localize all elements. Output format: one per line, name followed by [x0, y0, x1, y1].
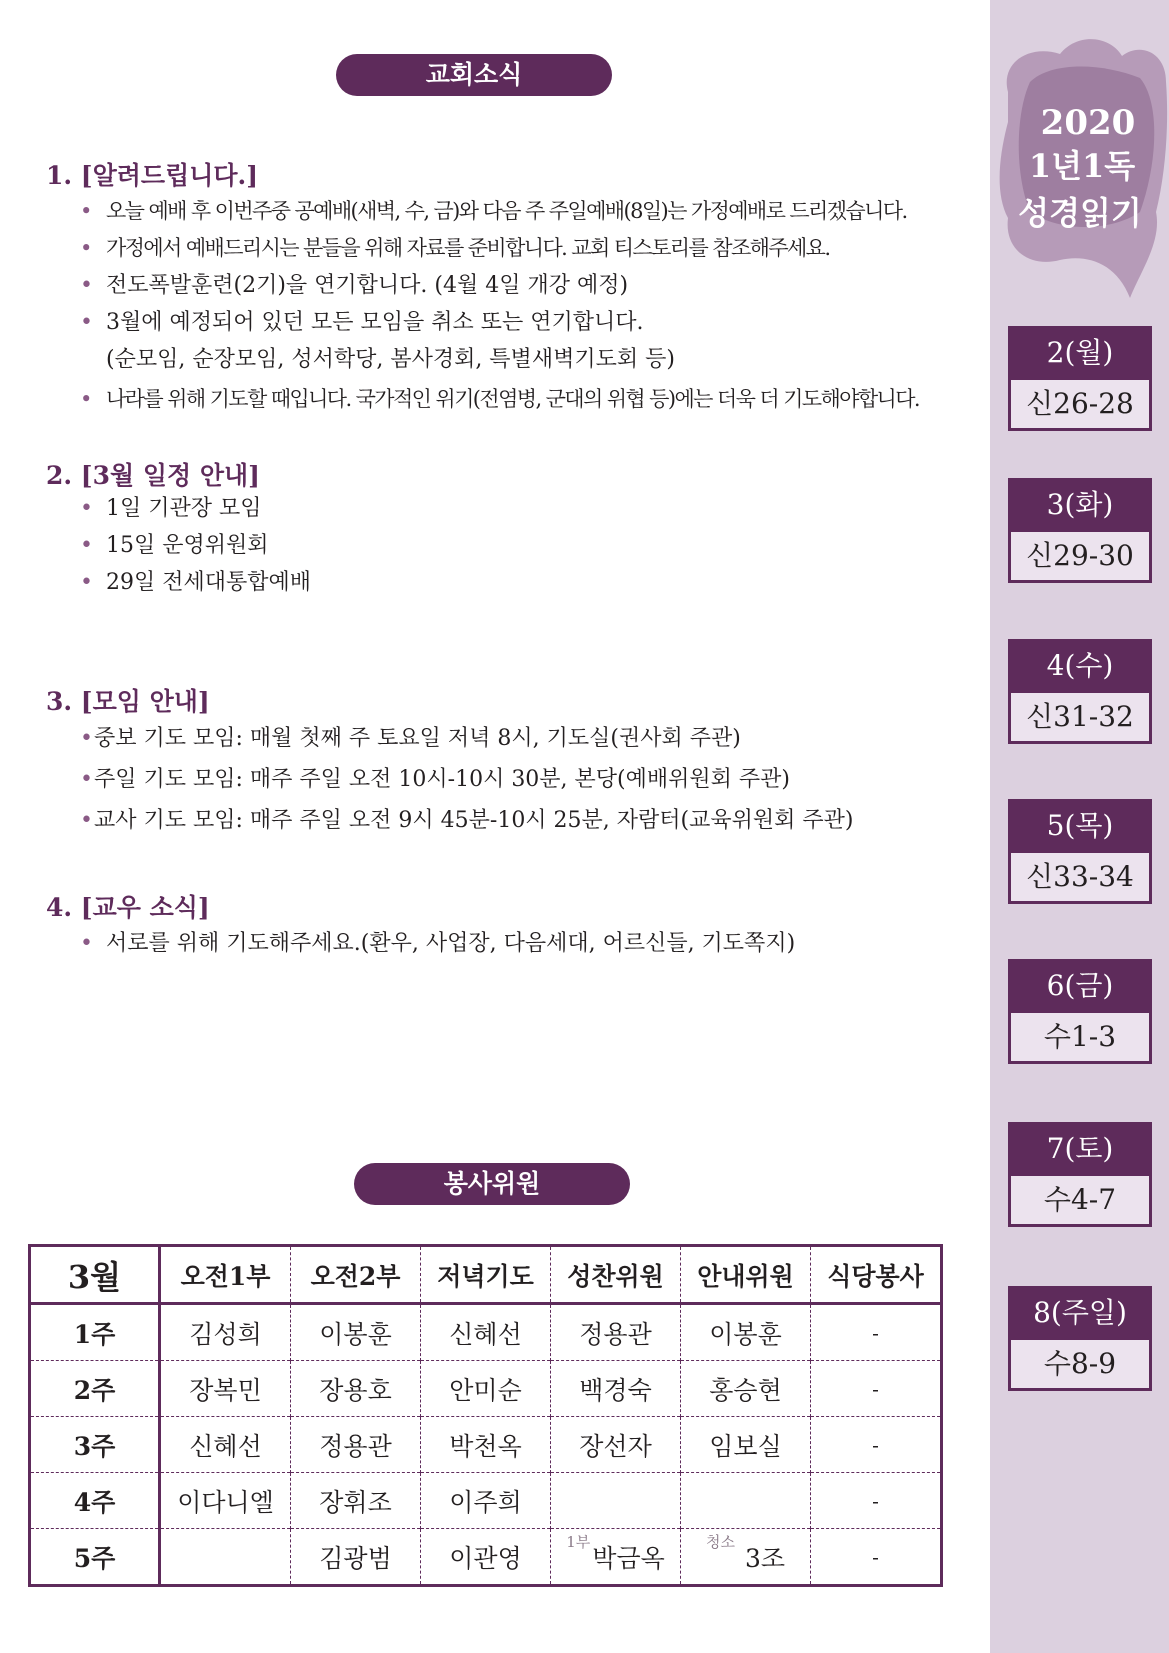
reading-label: 신33-34	[1008, 853, 1152, 904]
list-item	[80, 304, 919, 378]
table-cell: 이봉훈	[681, 1304, 811, 1361]
reading-day-3	[1008, 478, 1152, 583]
day-label: 5(목)	[1008, 799, 1152, 853]
cell-value: 박금옥	[592, 1543, 665, 1573]
list-item: • 나라를 위해 기도할 때입니다. 국가적인 위기(전염병, 군대의 위협 등)에는 더욱 더 기도해야합니다.	[80, 381, 919, 418]
table-header-row	[30, 1246, 942, 1304]
table-row	[30, 1417, 942, 1473]
day-label: 7(토)	[1008, 1122, 1152, 1176]
week-cell: 1주	[30, 1304, 160, 1361]
table-cell: -	[811, 1529, 942, 1586]
section-title-meetings: 3. [모임 안내]	[46, 687, 210, 716]
table-cell: 신혜선	[160, 1417, 291, 1473]
week-cell: 3주	[30, 1417, 160, 1473]
reading-label: 수1-3	[1008, 1013, 1152, 1064]
news-title-banner: 교회소식	[336, 54, 612, 96]
list-item: • 서로를 위해 기도해주세요.(환우, 사업장, 다음세대, 어르신들, 기도쪽지)	[80, 925, 795, 962]
service-schedule-table	[28, 1244, 943, 1587]
cell-prefix: 청소	[706, 1533, 735, 1552]
table-cell: 김광범	[291, 1529, 421, 1586]
table-cell: 장복민	[160, 1361, 291, 1417]
list-item: • 주일 기도 모임: 매주 주일 오전 10시-10시 30분, 본당(예배위원회 주관)	[80, 759, 853, 800]
reading-label: 신29-30	[1008, 532, 1152, 583]
logo-year: 2020	[1040, 103, 1136, 143]
table-cell: 임보실	[681, 1417, 811, 1473]
day-label: 6(금)	[1008, 959, 1152, 1013]
list-item: • 1일 기관장 모임	[80, 490, 311, 527]
list-item: • 가정에서 예배드리시는 분들을 위해 자료를 준비합니다. 교회 티스토리를 참조해주세요.	[80, 230, 919, 267]
day-label: 8(주일)	[1008, 1286, 1152, 1340]
reading-day-6	[1008, 959, 1152, 1064]
logo-line2: 성경읽기	[1018, 194, 1142, 232]
table-cell	[681, 1529, 811, 1586]
service-title-banner: 봉사위원	[354, 1163, 630, 1205]
cell-value: 3조	[744, 1543, 785, 1573]
header-cell: 오전1부	[160, 1246, 291, 1304]
bible-reading-logo	[990, 22, 1169, 322]
table-row	[30, 1473, 942, 1529]
table-cell: 김성희	[160, 1304, 291, 1361]
week-cell: 5주	[30, 1529, 160, 1586]
table-cell: 이다니엘	[160, 1473, 291, 1529]
table-cell: 박천옥	[421, 1417, 551, 1473]
table-cell: 정용관	[291, 1417, 421, 1473]
reading-label: 신26-28	[1008, 380, 1152, 431]
list-item-line: 3월에 예정되어 있던 모든 모임을 취소 또는 연기합니다.	[106, 310, 644, 335]
table-cell	[681, 1473, 811, 1529]
week-cell: 4주	[30, 1473, 160, 1529]
reading-label: 신31-32	[1008, 693, 1152, 744]
reading-day-8	[1008, 1286, 1152, 1391]
table-cell	[551, 1473, 681, 1529]
meetings-list	[80, 718, 853, 841]
list-item: • 오늘 예배 후 이번주중 공예배(새벽, 수, 금)와 다음 주 주일예배(8일)는 가정예배로 드리겠습니다.	[80, 193, 919, 230]
table-cell: 홍승현	[681, 1361, 811, 1417]
table-cell: 이관영	[421, 1529, 551, 1586]
section-title-announcements: 1. [알려드립니다.]	[46, 161, 259, 190]
header-cell: 안내위원	[681, 1246, 811, 1304]
table-cell: 이주희	[421, 1473, 551, 1529]
table-cell: -	[811, 1473, 942, 1529]
reading-label: 수8-9	[1008, 1340, 1152, 1391]
reading-day-7	[1008, 1122, 1152, 1227]
list-item: • 15일 운영위원회	[80, 527, 311, 564]
list-item: • 전도폭발훈련(2기)을 연기합니다. (4월 4일 개강 예정)	[80, 267, 919, 304]
reading-day-5	[1008, 799, 1152, 904]
table-row	[30, 1361, 942, 1417]
list-item: • 29일 전세대통합예배	[80, 564, 311, 601]
announcements-list	[80, 193, 919, 418]
header-cell: 오전2부	[291, 1246, 421, 1304]
cell-prefix: 1부	[566, 1533, 591, 1552]
table-cell: 신혜선	[421, 1304, 551, 1361]
table-cell: 안미순	[421, 1361, 551, 1417]
table-cell: -	[811, 1417, 942, 1473]
table-cell: 장선자	[551, 1417, 681, 1473]
table-cell: 장휘조	[291, 1473, 421, 1529]
table-row	[30, 1304, 942, 1361]
header-cell: 저녁기도	[421, 1246, 551, 1304]
table-row	[30, 1529, 942, 1586]
table-cell: 정용관	[551, 1304, 681, 1361]
list-item: • 교사 기도 모임: 매주 주일 오전 9시 45분-10시 25분, 자람터(교육위원회 주관)	[80, 800, 853, 841]
table-cell: 백경숙	[551, 1361, 681, 1417]
section-title-march-schedule: 2. [3월 일정 안내]	[46, 461, 261, 490]
table-cell: 장용호	[291, 1361, 421, 1417]
day-label: 4(수)	[1008, 639, 1152, 693]
schedule-list	[80, 490, 311, 601]
day-label: 3(화)	[1008, 478, 1152, 532]
table-cell: -	[811, 1361, 942, 1417]
table-cell	[160, 1529, 291, 1586]
section-title-member-news: 4. [교우 소식]	[46, 893, 210, 922]
table-cell: 이봉훈	[291, 1304, 421, 1361]
table-cell	[551, 1529, 681, 1586]
table-cell: -	[811, 1304, 942, 1361]
logo-line1: 1년1독	[1028, 147, 1136, 185]
header-cell: 성찬위원	[551, 1246, 681, 1304]
header-month: 3월	[30, 1246, 160, 1304]
member-news-list	[80, 925, 795, 962]
reading-label: 수4-7	[1008, 1176, 1152, 1227]
list-item: • 중보 기도 모임: 매월 첫째 주 토요일 저녁 8시, 기도실(권사회 주관)	[80, 718, 853, 759]
header-cell: 식당봉사	[811, 1246, 942, 1304]
week-cell: 2주	[30, 1361, 160, 1417]
reading-day-4	[1008, 639, 1152, 744]
reading-day-2	[1008, 326, 1152, 431]
day-label: 2(월)	[1008, 326, 1152, 380]
list-item-line: (순모임, 순장모임, 성서학당, 봄사경회, 특별새벽기도회 등)	[106, 347, 675, 372]
